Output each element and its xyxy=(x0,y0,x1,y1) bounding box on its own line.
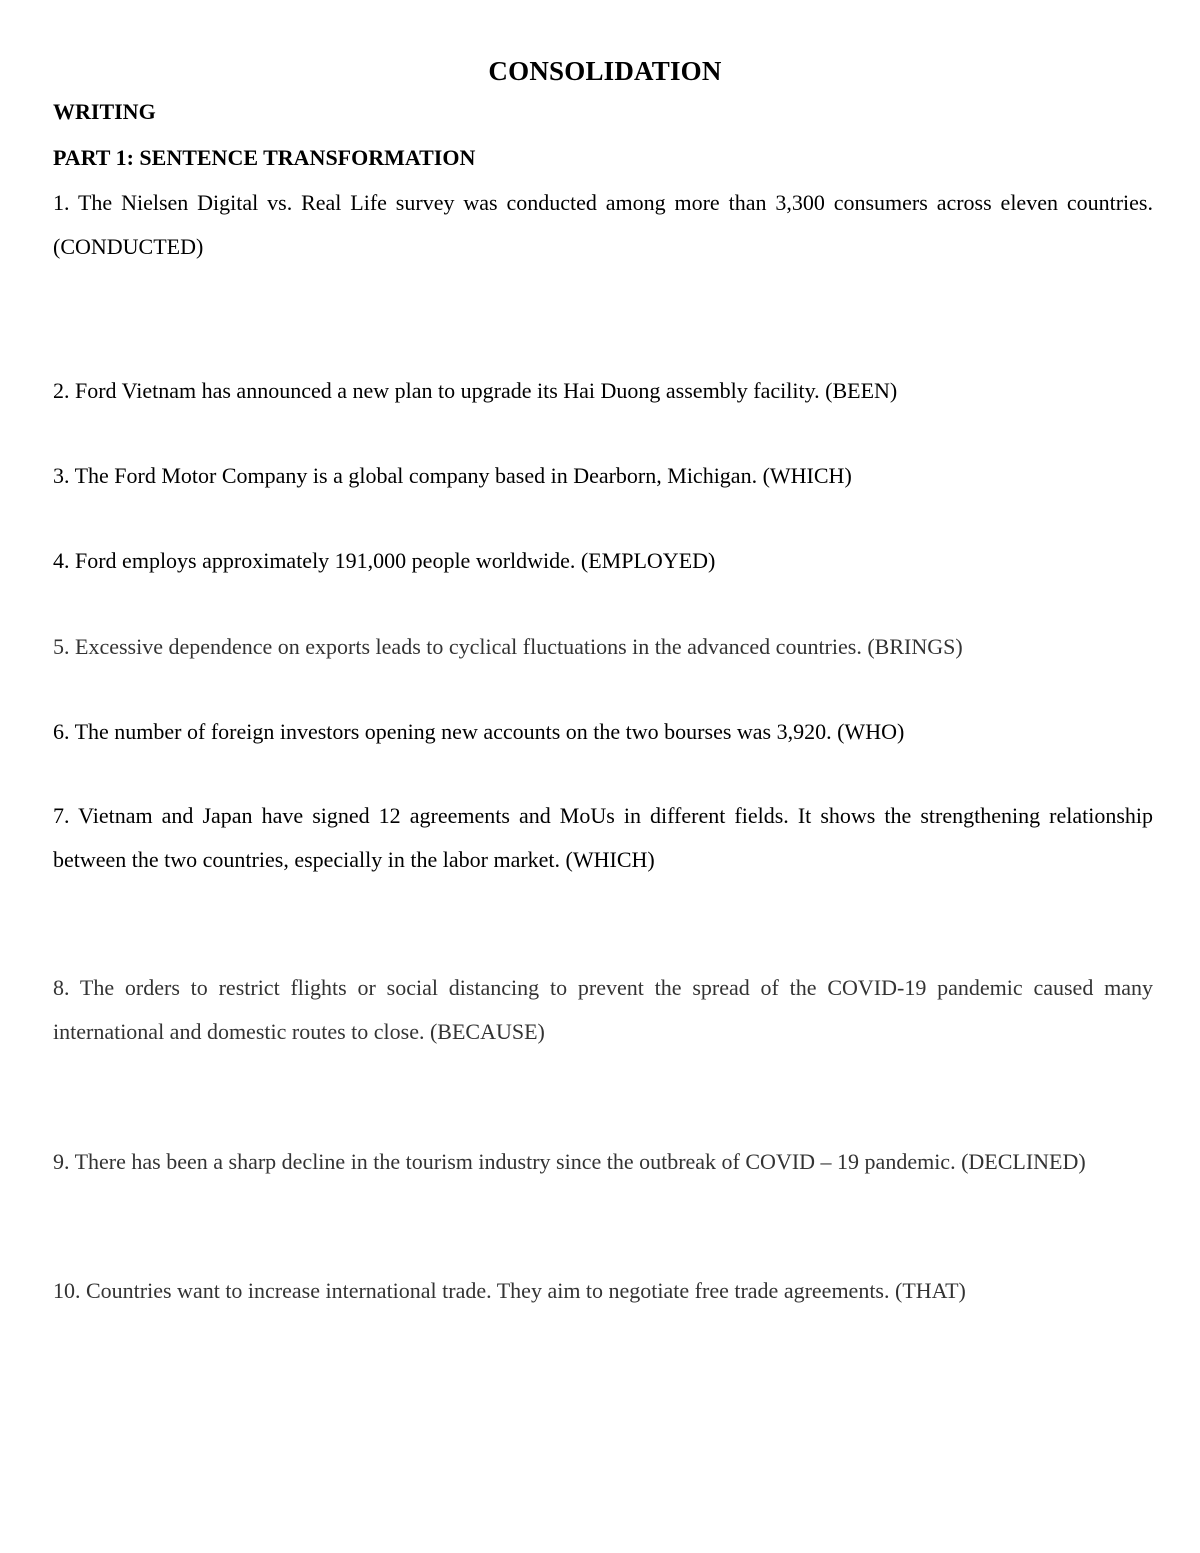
exercise-item-2: 2. Ford Vietnam has announced a new plan to upgrade its Hai Duong assembly facility. (BEEN) xyxy=(53,378,898,403)
exercise-item-6: 6. The number of foreign investors opening new accounts on the two bourses was 3,920. (WHO) xyxy=(53,719,905,744)
exercise-item-4: 4. Ford employs approximately 191,000 people worldwide. (EMPLOYED) xyxy=(53,548,716,573)
exercise-item-9: 9. There has been a sharp decline in the tourism industry since the outbreak of COVID – 19 pandemic. (DECLINED) xyxy=(53,1149,1086,1174)
part-heading: PART 1: SENTENCE TRANSFORMATION xyxy=(53,145,476,170)
exercise-item-5: 5. Excessive dependence on exports leads to cyclical fluctuations in the advanced countries. (BRINGS) xyxy=(53,634,963,659)
document-title: CONSOLIDATION xyxy=(488,56,722,86)
section-heading: WRITING xyxy=(53,99,156,124)
exercise-item-8: 8. The orders to restrict flights or social distancing to prevent the spread of the COVID-19 pandemic caused many international and domestic routes to close. (BECAUSE) xyxy=(53,975,1153,1044)
exercise-item-1: 1. The Nielsen Digital vs. Real Life survey was conducted among more than 3,300 consumers across eleven countries. (CONDUCTED) xyxy=(53,190,1153,259)
exercise-item-3: 3. The Ford Motor Company is a global company based in Dearborn, Michigan. (WHICH) xyxy=(53,463,852,488)
exercise-item-7: 7. Vietnam and Japan have signed 12 agreements and MoUs in different fields. It shows the strengthening relationship between the two countries, especially in the labor market. (WHICH) xyxy=(53,803,1153,872)
exercise-item-10: 10. Countries want to increase international trade. They aim to negotiate free trade agreements. (THAT) xyxy=(53,1278,966,1303)
